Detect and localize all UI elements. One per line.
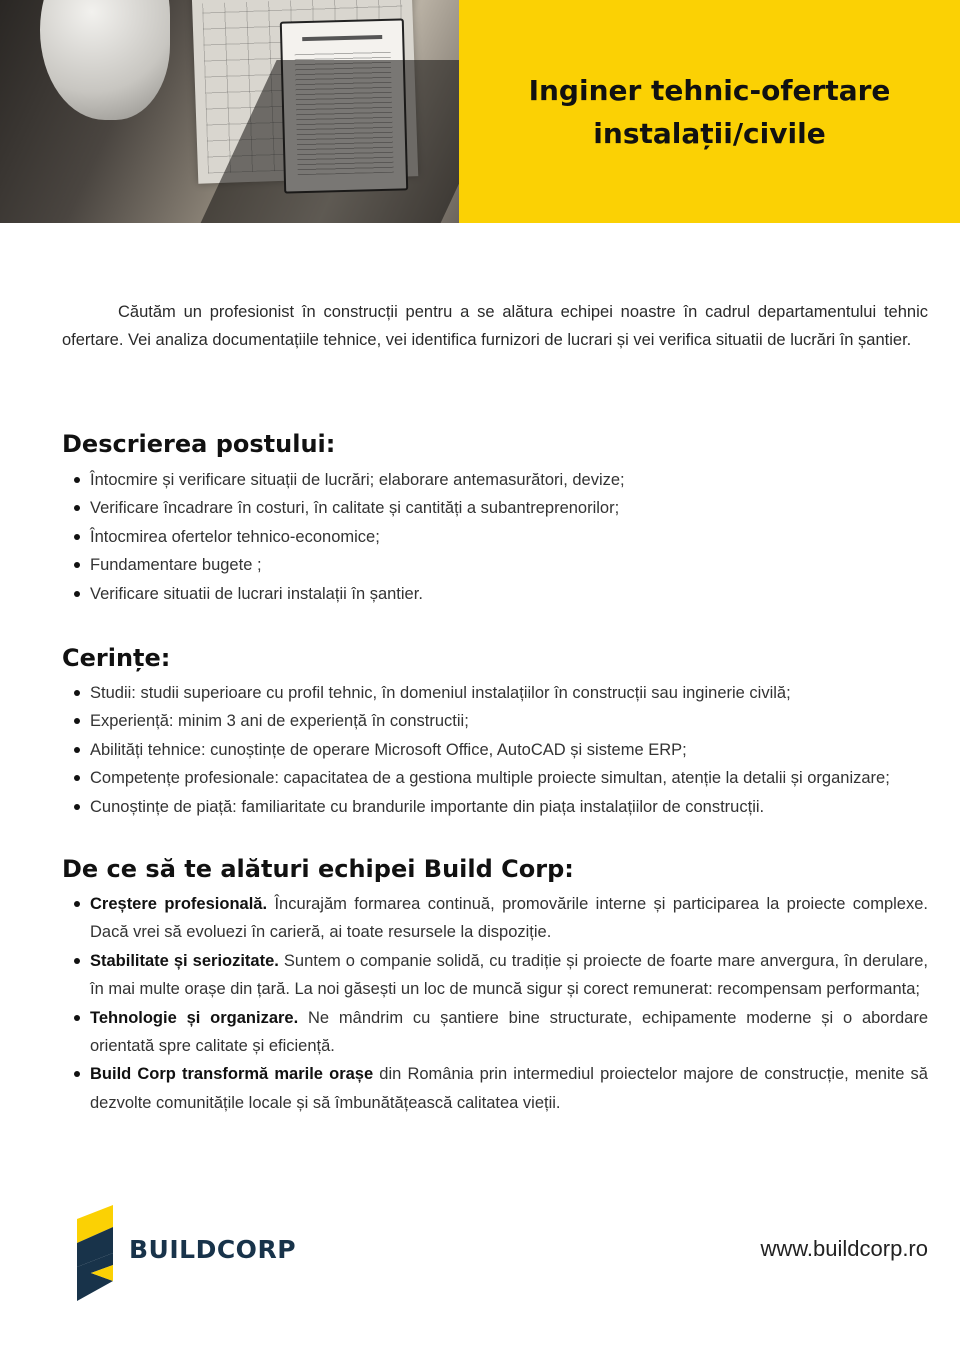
hard-hat-image xyxy=(40,0,170,120)
list-item xyxy=(62,890,928,947)
hero-photo xyxy=(0,0,459,223)
logo-wordmark: BUILDCORP xyxy=(129,1235,297,1264)
job-title-line-1: Inginer tehnic-ofertare xyxy=(528,73,891,107)
beneficii-list xyxy=(62,890,928,1117)
benefit-text: Ne mândrim cu șantiere bine structurate, echipamente moderne și o abordare orientată spre calitate și eficiență. xyxy=(90,1008,928,1056)
job-title xyxy=(529,69,891,155)
list-item: Întocmirea ofertelor tehnico-economice; xyxy=(62,523,928,551)
website-link[interactable]: www.buildcorp.ro xyxy=(760,1236,928,1261)
list-item: Verificare încadrare în costuri, în calitate și cantități a subantreprenorilor; xyxy=(62,494,928,522)
benefit-title: Tehnologie și organizare. xyxy=(90,1008,299,1027)
benefit-title: Build Corp transformă marile orașe xyxy=(90,1065,374,1084)
descriere-list xyxy=(62,466,928,608)
list-item: Fundamentare bugete ; xyxy=(62,551,928,579)
list-item: Întocmire și verificare situații de lucrări; elaborare antemasurători, devize; xyxy=(62,466,928,494)
buildcorp-logo xyxy=(77,1205,317,1301)
list-item: Experiență: minim 3 ani de experiență în constructii; xyxy=(62,707,928,735)
benefit-text: din România prin intermediul proiectelor majore de construcție, menite să dezvolte comunitățile locale și să îmbunătățească calitatea vieții. xyxy=(90,1065,928,1112)
section-heading-descriere: Descrierea postului: xyxy=(62,430,336,458)
intro-paragraph: Căutăm un profesionist în construcții pentru a se alătura echipei noastre în cadrul departamentului tehnic ofertare. Vei analiza documentațiile tehnice, vei identifica furnizori de lucrari și vei verifica situatii de lucrări în șantier. xyxy=(62,303,928,349)
benefit-text: Încurajăm formarea continuă, promovările interne și participarea la proiecte complexe. Dacă vrei să evoluezi în carieră, ai toate resursele la dispoziție. xyxy=(90,895,928,942)
list-item: Abilități tehnice: cunoștințe de operare Microsoft Office, AutoCAD și sisteme ERP; xyxy=(62,736,928,764)
list-item: Studii: studii superioare cu profil tehnic, în domeniul instalațiilor în construcții sau inginerie civilă; xyxy=(62,679,928,707)
list-item: Cunoștințe de piață: familiaritate cu brandurile importante din piața instalațiilor de construcții. xyxy=(62,793,928,821)
logo-mark-icon xyxy=(77,1205,117,1301)
list-item xyxy=(62,1004,928,1061)
list-item xyxy=(62,947,928,1004)
benefit-text: Suntem o companie solidă, cu tradiție și proiecte de foarte mare anvergura, în derulare, în mai multe orașe din țară. La noi găsești un loc de muncă sigur și corect remunerat: recompensam performanta; xyxy=(90,951,928,999)
cerinte-list xyxy=(62,679,928,821)
title-banner xyxy=(459,0,960,223)
benefit-title: Stabilitate și seriozitate. xyxy=(90,951,279,970)
benefit-title: Creștere profesională. xyxy=(90,895,268,913)
list-item: Verificare situatii de lucrari instalații în șantier. xyxy=(62,580,928,608)
list-item: Competențe profesionale: capacitatea de a gestiona multiple proiecte simultan, atenție la detalii și organizare; xyxy=(62,764,928,792)
section-heading-beneficii: De ce să te alături echipei Build Corp: xyxy=(62,855,574,883)
list-item xyxy=(62,1060,928,1117)
job-title-line-2: instalații/civile xyxy=(593,116,826,150)
section-heading-cerinte: Cerințe: xyxy=(62,644,171,672)
